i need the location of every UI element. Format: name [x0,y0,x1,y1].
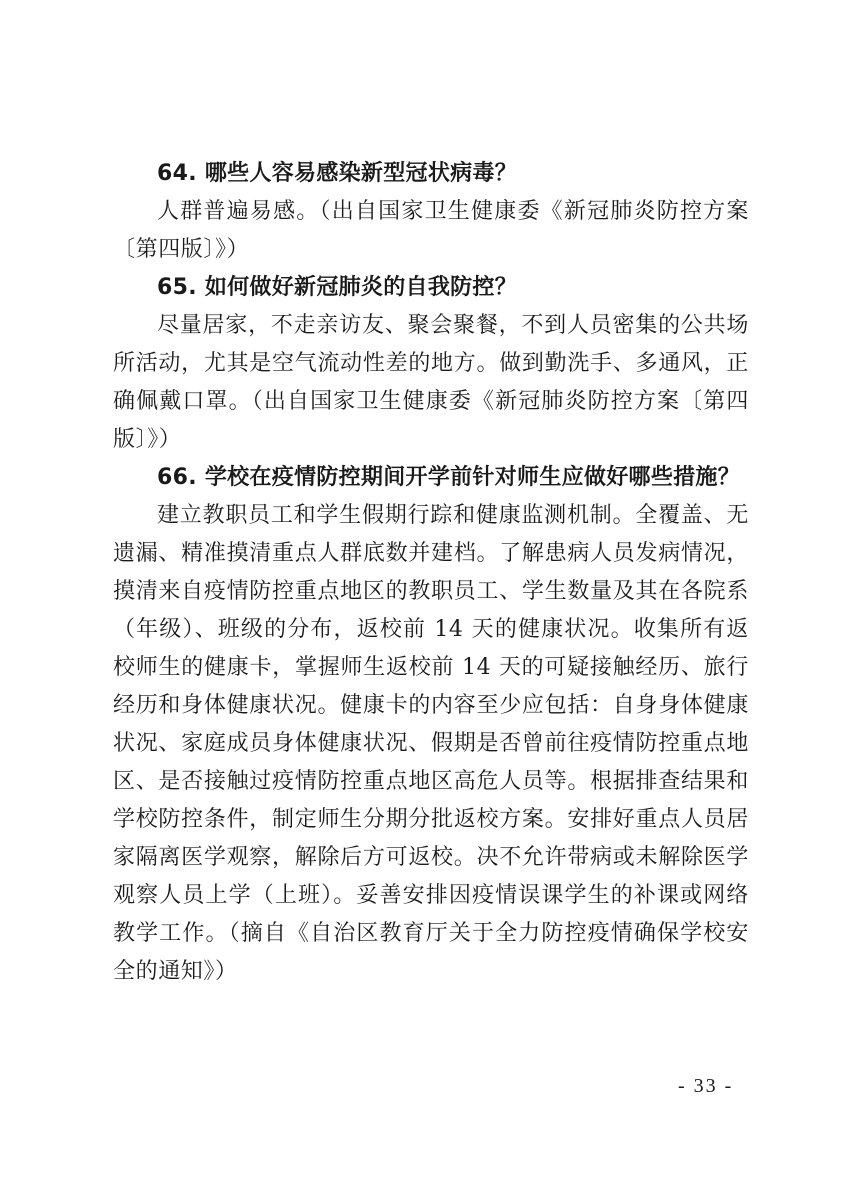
page-number: - 33 - [678,1075,734,1097]
answer-64: 人群普遍易感。（出自国家卫生健康委《新冠肺炎防控方案〔第四版〕》） [113,199,749,262]
answer-65: 尽量居家，不走亲访友、聚会聚餐，不到人员密集的公共场所活动，尤其是空气流动性差的地方。做到勤洗手、多通风，正确佩戴口罩。（出自国家卫生健康委《新冠肺炎防控方案〔第四版〕》） [113,313,749,452]
question-64: 64. 哪些人容易感染新型冠状病毒？ [157,161,518,186]
question-66: 66. 学校在疫情防控期间开学前针对师生应做好哪些措施？ [157,465,741,490]
document-body [113,155,749,991]
answer-66: 建立教职员工和学生假期行踪和健康监测机制。全覆盖、无遗漏、精准摸清重点人群底数并建档。了解患病人员发病情况，摸清来自疫情防控重点地区的教职员工、学生数量及其在各院系（年级）、班级的分布，返校前 14 天的健康状况。收集所有返校师生的健康卡，掌握师生返校前 14 天的可疑接触经历、旅行经历和身体健康状况。健康卡的内容至少应包括：自身身体健康状况、家庭成员身体健康状况、假期是否曾前往疫情防控重点地区、是否接触过疫情防控重点地区高危人员等。根据排查结果和学校防控条件，制定师生分期分批返校方案。安排好重点人员居家隔离医学观察，解除后方可返校。决不允许带病或未解除医学观察人员上学（上班）。妥善安排因疫情误课学生的补课或网络教学工作。（摘自《自治区教育厅关于全力防控疫情确保学校安全的通知》） [113,503,749,984]
question-65: 65. 如何做好新冠肺炎的自我防控？ [157,275,518,300]
